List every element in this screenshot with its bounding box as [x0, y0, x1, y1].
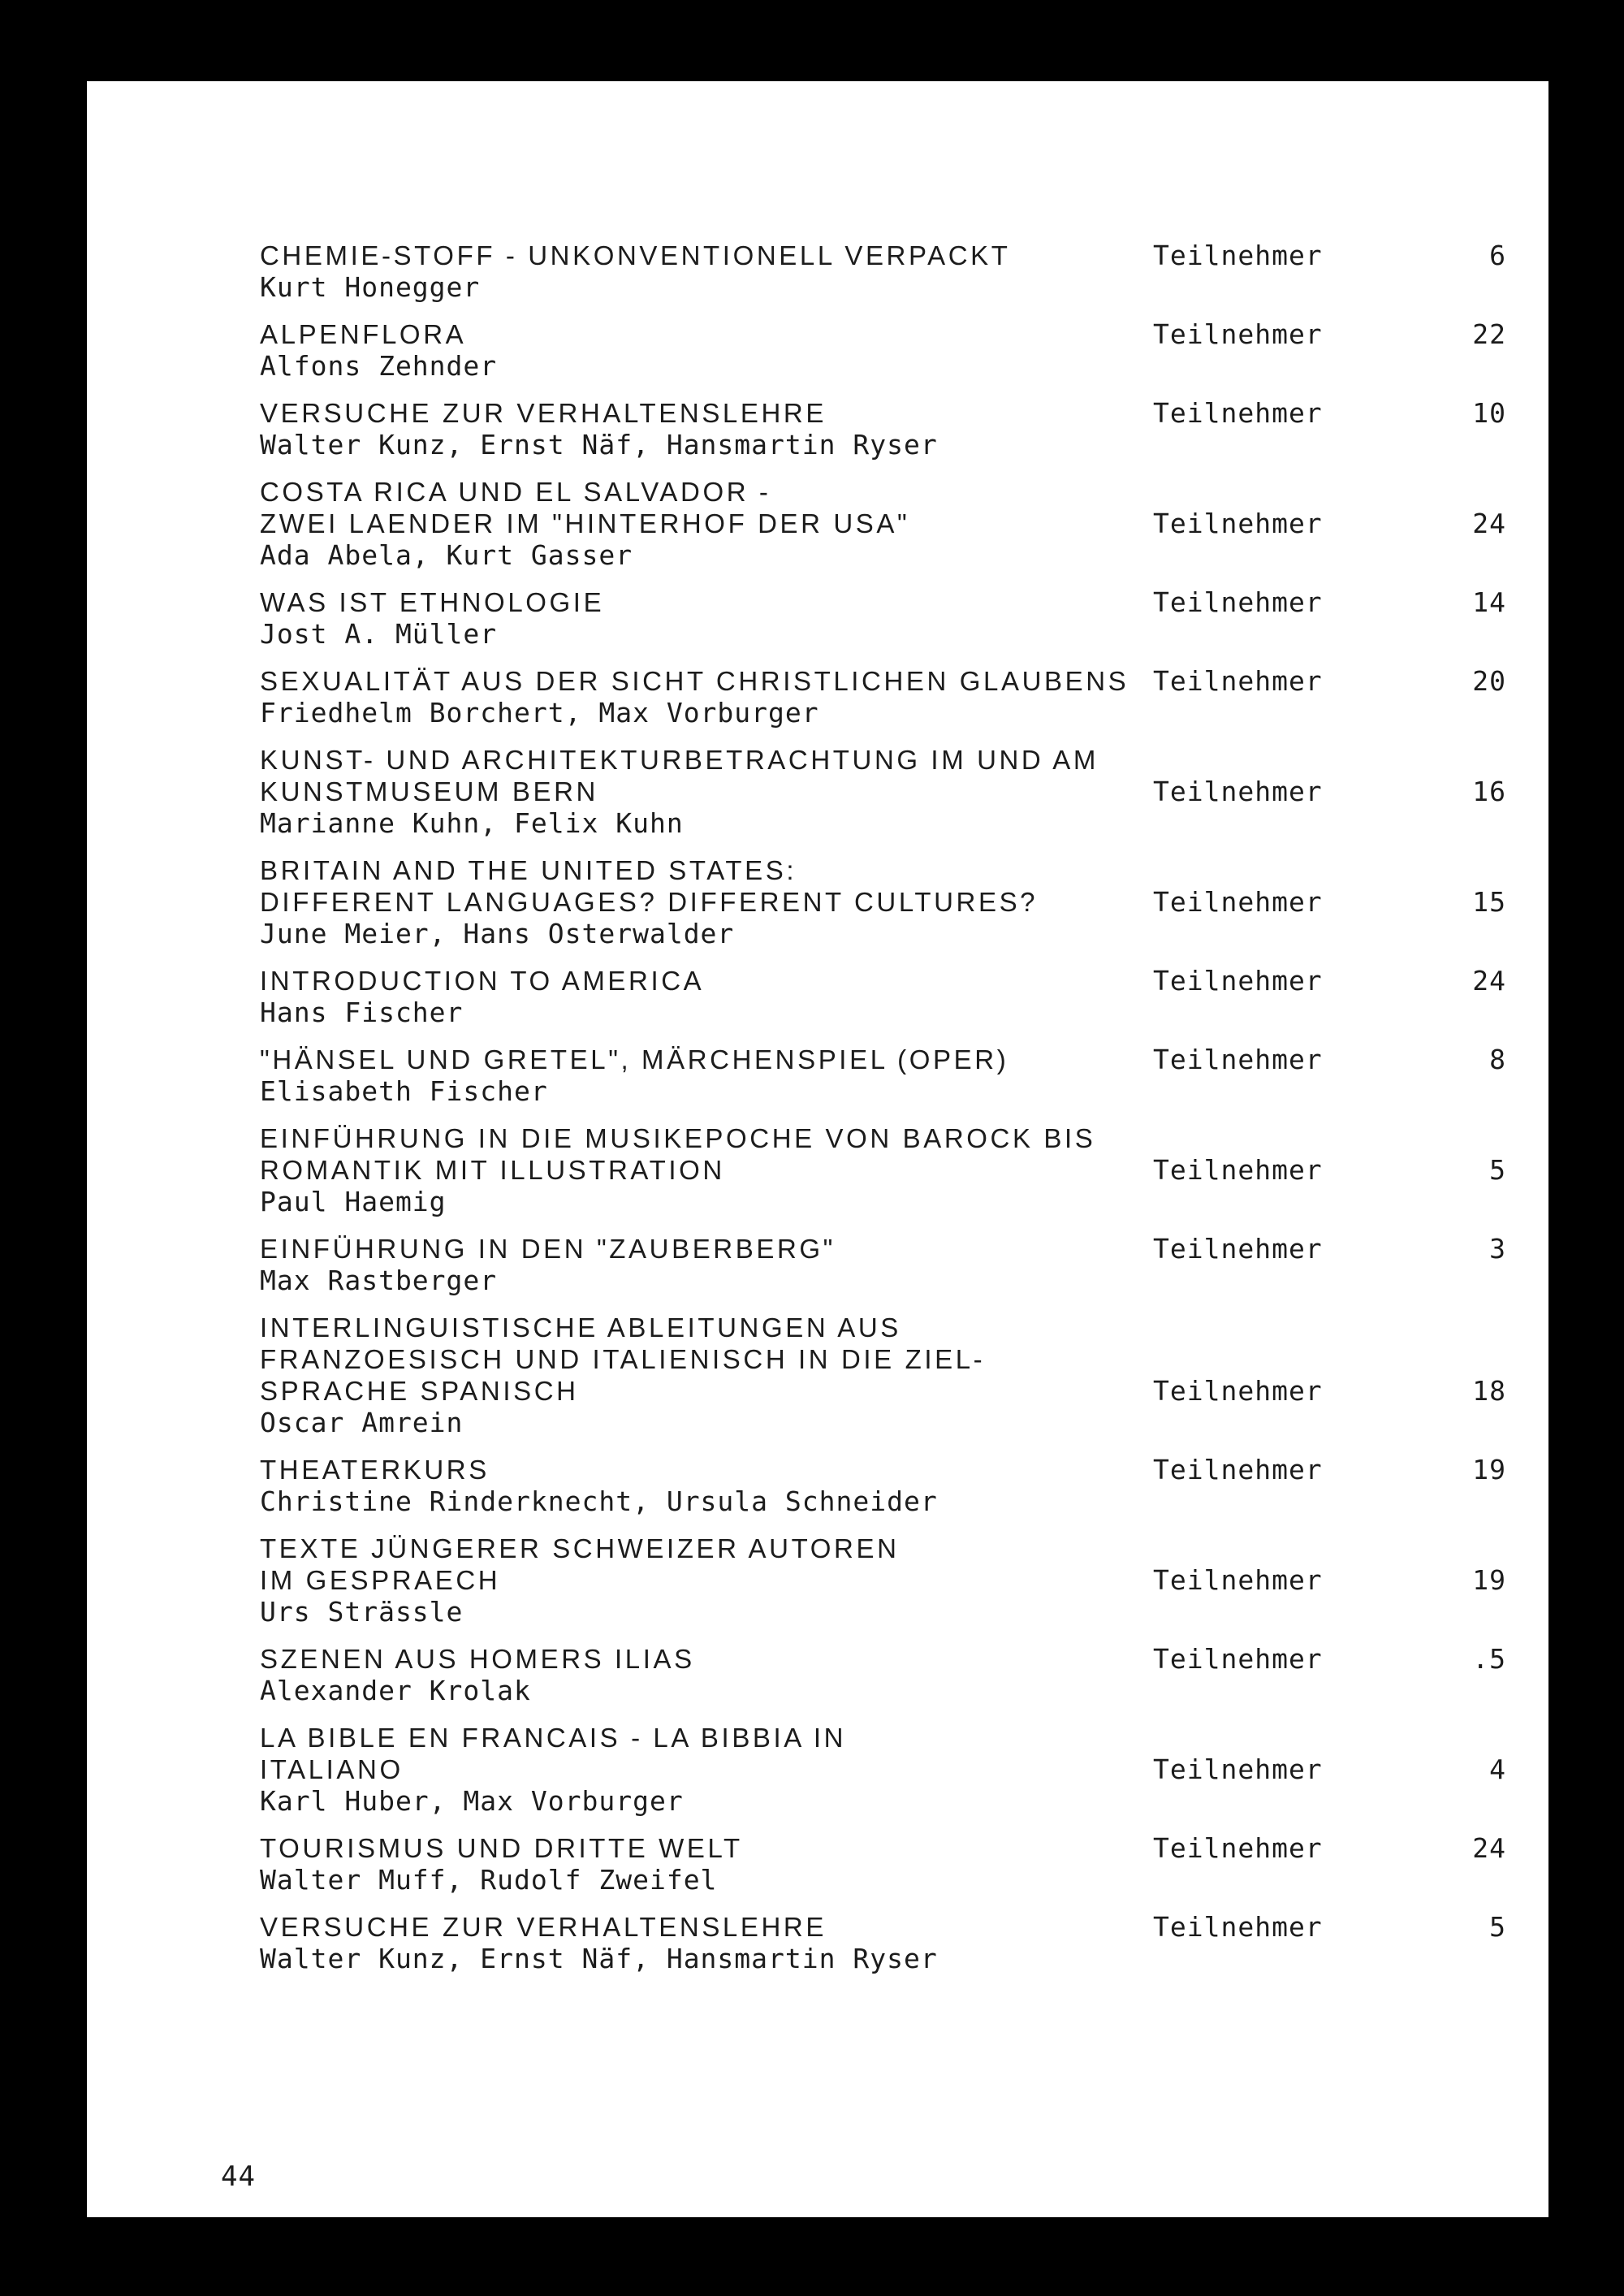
participants-label: Teilnehmer	[1153, 1564, 1323, 1596]
course-title-line: EINFÜHRUNG IN DEN "ZAUBERBERG"	[260, 1234, 836, 1264]
course-description	[260, 1454, 1153, 1517]
course-leaders: Urs Strässle	[260, 1596, 464, 1628]
course-entry	[260, 854, 1506, 949]
course-leaders: Max Rastberger	[260, 1265, 498, 1296]
participant-info	[1153, 1753, 1506, 1817]
participants-count: 5	[1489, 1911, 1506, 1943]
participants-count: 20	[1472, 665, 1506, 697]
participant-info	[1153, 397, 1506, 460]
participant-info	[1153, 1154, 1506, 1217]
course-leaders: Ada Abela, Kurt Gasser	[260, 539, 633, 571]
participant-info	[1153, 1233, 1506, 1296]
participants-count: 4	[1489, 1753, 1506, 1785]
participant-info	[1153, 1832, 1506, 1896]
participants-count: 19	[1472, 1454, 1506, 1485]
participant-info	[1153, 318, 1506, 382]
document-page	[87, 81, 1548, 2217]
participants-label: Teilnehmer	[1153, 240, 1323, 271]
course-leaders: Friedhelm Borchert, Max Vorburger	[260, 697, 819, 729]
course-title-line: "HÄNSEL UND GRETEL", MÄRCHENSPIEL (OPER)	[260, 1044, 1009, 1074]
course-title-line: THEATERKURS	[260, 1455, 490, 1485]
course-title-line: ZWEI LAENDER IM "HINTERHOF DER USA"	[260, 508, 910, 538]
course-leaders: Walter Kunz, Ernst Näf, Hansmartin Ryser	[260, 1943, 938, 1974]
course-description	[260, 744, 1153, 839]
course-description	[260, 1312, 1153, 1438]
participants-label: Teilnehmer	[1153, 886, 1323, 918]
course-leaders: Kurt Honegger	[260, 271, 481, 303]
course-title-line: IM GESPRAECH	[260, 1565, 501, 1595]
course-entry	[260, 586, 1506, 650]
participant-info	[1153, 1911, 1506, 1974]
course-leaders: Christine Rinderknecht, Ursula Schneider	[260, 1485, 938, 1517]
participant-info	[1153, 240, 1506, 303]
participants-count: 8	[1489, 1044, 1506, 1075]
participants-count: 6	[1489, 240, 1506, 271]
course-description	[260, 586, 1153, 650]
participants-count: 24	[1472, 508, 1506, 539]
course-list	[260, 240, 1506, 1990]
course-entry	[260, 1454, 1506, 1517]
course-description	[260, 397, 1153, 460]
course-leaders: Karl Huber, Max Vorburger	[260, 1785, 684, 1817]
participants-count: 22	[1472, 318, 1506, 350]
course-title-line: CHEMIE-STOFF - UNKONVENTIONELL VERPACKT	[260, 240, 1011, 270]
course-title-line: SPRACHE SPANISCH	[260, 1376, 579, 1406]
participants-label: Teilnehmer	[1153, 318, 1323, 350]
participant-info	[1153, 665, 1506, 729]
participants-label: Teilnehmer	[1153, 1375, 1323, 1407]
course-description	[260, 240, 1153, 303]
course-entry	[260, 744, 1506, 839]
participants-label: Teilnehmer	[1153, 1154, 1323, 1186]
course-entry	[260, 240, 1506, 303]
course-title-line: BRITAIN AND THE UNITED STATES:	[260, 855, 797, 885]
participants-label: Teilnehmer	[1153, 1044, 1323, 1075]
course-description	[260, 965, 1153, 1028]
participant-info	[1153, 1643, 1506, 1706]
course-title-line: ROMANTIK MIT ILLUSTRATION	[260, 1155, 725, 1185]
course-description	[260, 476, 1153, 571]
course-entry	[260, 1312, 1506, 1438]
course-leaders: June Meier, Hans Osterwalder	[260, 918, 735, 949]
course-title-line: SZENEN AUS HOMERS ILIAS	[260, 1644, 695, 1674]
course-title-line: INTERLINGUISTISCHE ABLEITUNGEN AUS	[260, 1312, 901, 1343]
participants-count: 16	[1472, 776, 1506, 807]
participant-info	[1153, 1044, 1506, 1107]
course-leaders: Oscar Amrein	[260, 1407, 464, 1438]
course-title-line: EINFÜHRUNG IN DIE MUSIKEPOCHE VON BAROCK BIS	[260, 1123, 1096, 1153]
course-title-line: ALPENFLORA	[260, 319, 467, 349]
course-entry	[260, 1044, 1506, 1107]
participants-count: .5	[1472, 1643, 1506, 1675]
course-entry	[260, 1533, 1506, 1628]
course-entry	[260, 965, 1506, 1028]
course-entry	[260, 1233, 1506, 1296]
course-entry	[260, 1722, 1506, 1817]
course-entry	[260, 1911, 1506, 1974]
course-description	[260, 854, 1153, 949]
course-title-line: KUNSTMUSEUM BERN	[260, 776, 598, 806]
participants-count: 15	[1472, 886, 1506, 918]
participants-label: Teilnehmer	[1153, 397, 1323, 429]
course-description	[260, 1722, 1153, 1817]
course-title-line: LA BIBLE EN FRANCAIS - LA BIBBIA IN	[260, 1723, 847, 1753]
participants-label: Teilnehmer	[1153, 1832, 1323, 1864]
course-entry	[260, 1643, 1506, 1706]
course-entry	[260, 318, 1506, 382]
participant-info	[1153, 965, 1506, 1028]
participants-label: Teilnehmer	[1153, 1911, 1323, 1943]
course-title-line: ITALIANO	[260, 1754, 404, 1784]
course-title-line: DIFFERENT LANGUAGES? DIFFERENT CULTURES?	[260, 887, 1039, 917]
course-leaders: Hans Fischer	[260, 997, 464, 1028]
participants-label: Teilnehmer	[1153, 508, 1323, 539]
course-title-line: SEXUALITÄT AUS DER SICHT CHRISTLICHEN GLAUBENS	[260, 666, 1129, 696]
participants-label: Teilnehmer	[1153, 586, 1323, 618]
participants-count: 5	[1489, 1154, 1506, 1186]
course-leaders: Elisabeth Fischer	[260, 1075, 548, 1107]
course-title-line: VERSUCHE ZUR VERHALTENSLEHRE	[260, 398, 827, 428]
course-entry	[260, 1122, 1506, 1217]
participants-label: Teilnehmer	[1153, 1753, 1323, 1785]
participant-info	[1153, 776, 1506, 839]
course-leaders: Walter Muff, Rudolf Zweifel	[260, 1864, 718, 1896]
participants-count: 19	[1472, 1564, 1506, 1596]
participants-label: Teilnehmer	[1153, 1233, 1323, 1265]
course-description	[260, 665, 1153, 729]
participants-count: 14	[1472, 586, 1506, 618]
participant-info	[1153, 1564, 1506, 1628]
participant-info	[1153, 886, 1506, 949]
participant-info	[1153, 1375, 1506, 1438]
participants-count: 10	[1472, 397, 1506, 429]
course-entry	[260, 665, 1506, 729]
participants-count: 24	[1472, 965, 1506, 997]
course-leaders: Alexander Krolak	[260, 1675, 531, 1706]
participants-label: Teilnehmer	[1153, 1643, 1323, 1675]
participants-label: Teilnehmer	[1153, 776, 1323, 807]
participants-count: 3	[1489, 1233, 1506, 1265]
participants-label: Teilnehmer	[1153, 1454, 1323, 1485]
participants-label: Teilnehmer	[1153, 965, 1323, 997]
page-number: 44	[221, 2160, 256, 2193]
course-entry	[260, 476, 1506, 571]
participant-info	[1153, 1454, 1506, 1517]
course-title-line: KUNST- UND ARCHITEKTURBETRACHTUNG IM UND AM	[260, 745, 1099, 775]
course-title-line: TEXTE JÜNGERER SCHWEIZER AUTOREN	[260, 1533, 900, 1563]
course-title-line: COSTA RICA UND EL SALVADOR -	[260, 477, 771, 507]
course-description	[260, 1911, 1153, 1974]
course-entry	[260, 1832, 1506, 1896]
course-title-line: FRANZOESISCH UND ITALIENISCH IN DIE ZIEL-	[260, 1344, 986, 1374]
participants-count: 24	[1472, 1832, 1506, 1864]
course-leaders: Marianne Kuhn, Felix Kuhn	[260, 807, 684, 839]
course-title-line: TOURISMUS UND DRITTE WELT	[260, 1833, 743, 1863]
course-leaders: Walter Kunz, Ernst Näf, Hansmartin Ryser	[260, 429, 938, 460]
course-description	[260, 1643, 1153, 1706]
course-leaders: Jost A. Müller	[260, 618, 498, 650]
participant-info	[1153, 586, 1506, 650]
course-description	[260, 1044, 1153, 1107]
course-title-line: WAS IST ETHNOLOGIE	[260, 587, 605, 617]
course-description	[260, 1233, 1153, 1296]
participants-label: Teilnehmer	[1153, 665, 1323, 697]
course-entry	[260, 397, 1506, 460]
course-description	[260, 1832, 1153, 1896]
course-leaders: Alfons Zehnder	[260, 350, 498, 382]
course-title-line: INTRODUCTION TO AMERICA	[260, 966, 705, 996]
participant-info	[1153, 508, 1506, 571]
course-description	[260, 1122, 1153, 1217]
course-description	[260, 318, 1153, 382]
course-description	[260, 1533, 1153, 1628]
course-title-line: VERSUCHE ZUR VERHALTENSLEHRE	[260, 1912, 827, 1942]
participants-count: 18	[1472, 1375, 1506, 1407]
course-leaders: Paul Haemig	[260, 1186, 447, 1217]
